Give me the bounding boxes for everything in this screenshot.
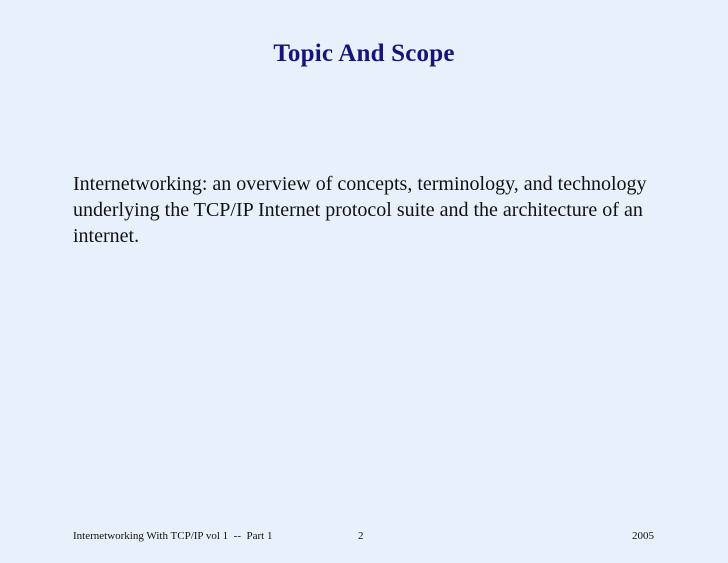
footer-page-number: 2: [358, 530, 364, 542]
slide-title: Topic And Scope: [273, 40, 455, 67]
slide-body-text: Internetworking: an overview of concepts, terminology, and technology underlying the TCP/IP Internet protocol suite and the architecture of an internet.: [73, 173, 647, 247]
footer-course-title: Internetworking With TCP/IP vol 1 -- Part 1: [73, 530, 273, 542]
slide-footer: [0, 530, 728, 546]
footer-year: 2005: [632, 530, 654, 542]
